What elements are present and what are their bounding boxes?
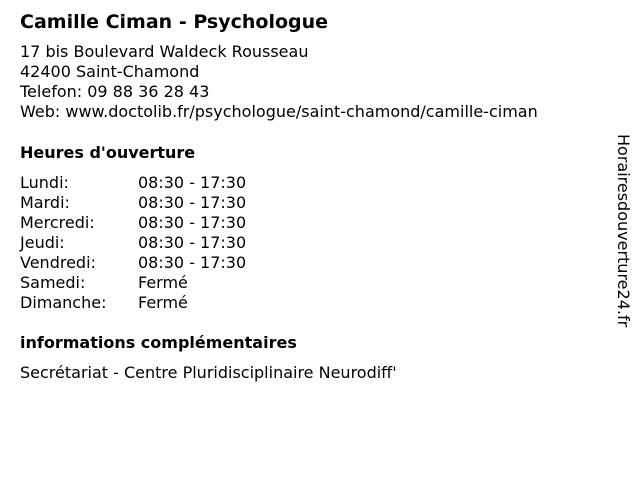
day-hours: Fermé [138, 293, 188, 312]
day-label: Dimanche: [20, 293, 107, 312]
day-hours: 08:30 - 17:30 [138, 213, 247, 232]
address-city: 42400 Saint-Chamond [20, 62, 200, 81]
phone-number: Telefon: 09 88 36 28 43 [20, 82, 210, 101]
day-label: Mardi: [20, 193, 70, 212]
site-watermark: Horairesdouverture24.fr [614, 134, 633, 328]
day-label: Jeudi: [20, 233, 65, 252]
day-hours: 08:30 - 17:30 [138, 173, 247, 192]
opening-hours-table [20, 173, 246, 313]
day-label: Vendredi: [20, 253, 96, 272]
day-hours: Fermé [138, 273, 188, 292]
additional-info-heading: informations complémentaires [20, 333, 297, 352]
day-hours: 08:30 - 17:30 [138, 193, 247, 212]
additional-info-text: Secrétariat - Centre Pluridisciplinaire Neurodiff' [20, 363, 397, 382]
business-card [20, 10, 600, 383]
address-street: 17 bis Boulevard Waldeck Rousseau [20, 42, 309, 61]
day-hours: 08:30 - 17:30 [138, 233, 247, 252]
opening-hours-heading: Heures d'ouverture [20, 143, 196, 162]
day-hours: 08:30 - 17:30 [138, 253, 247, 272]
hours-row-wednesday [20, 213, 246, 233]
hours-row-tuesday [20, 193, 246, 213]
day-label: Samedi: [20, 273, 86, 292]
hours-row-monday [20, 173, 246, 193]
hours-row-saturday [20, 273, 246, 293]
page-title: Camille Ciman - Psychologue [20, 11, 329, 33]
hours-row-friday [20, 253, 246, 273]
website-url: Web: www.doctolib.fr/psychologue/saint-chamond/camille-ciman [20, 102, 538, 121]
hours-row-thursday [20, 233, 246, 253]
day-label: Lundi: [20, 173, 69, 192]
day-label: Mercredi: [20, 213, 95, 232]
hours-row-sunday [20, 293, 246, 313]
